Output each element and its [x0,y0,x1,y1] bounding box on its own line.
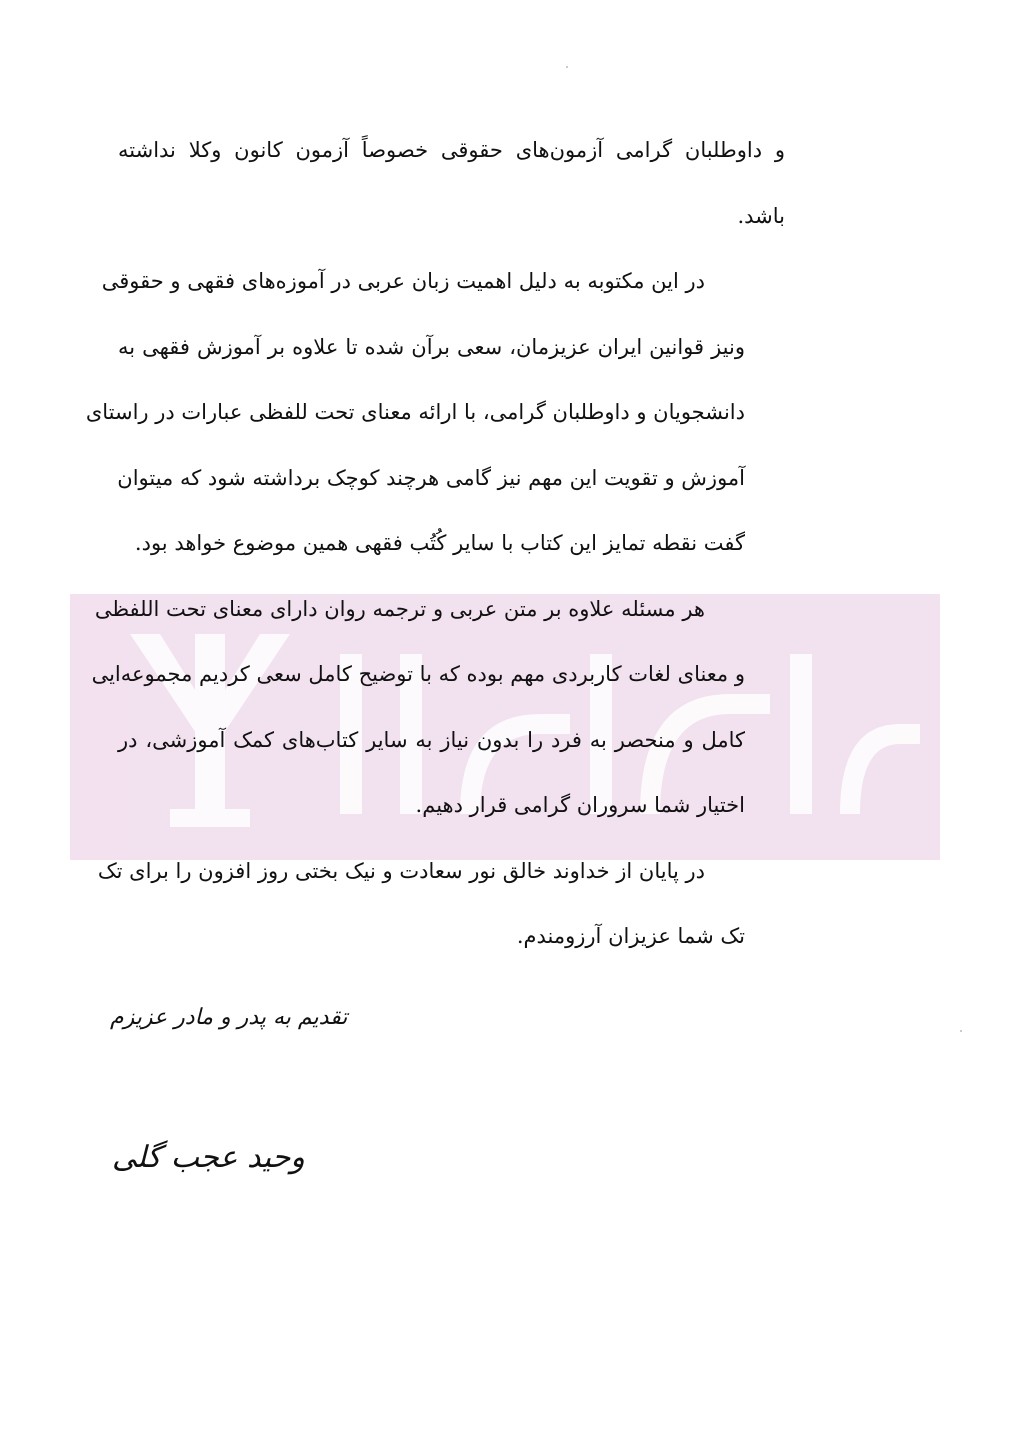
text-line: و داوطلبان گرامی آزمون‌های حقوقی خصوصاً آزمون کانون وکلا نداشته [118,138,785,162]
text-line: گفت نقطه تمایز این کتاب با سایر کُتُب فقهی همین موضوع خواهد بود. [134,531,745,555]
text-line: آموزش و تقویت این مهم نیز گامی هرچند کوچک برداشته شود که میتوان [117,465,745,490]
paragraph [91,577,785,839]
paragraph [97,839,785,970]
text-line: تک شما عزیزان آرزومندم. [516,924,745,948]
body-text [85,118,785,970]
text-line: اختیار شما سروران گرامی قرار دهیم. [415,793,745,817]
speck [566,66,568,68]
dedication-line: تقدیم به پدر و مادر عزیزم [110,1005,348,1030]
paragraph [118,118,785,249]
text-line: و معنای لغات کاربردی مهم بوده که با توضیح کامل سعی کردیم مجموعه‌ایی [91,662,745,686]
speck [960,1030,962,1032]
text-line: در این مکتوبه به دلیل اهمیت زبان عربی در آموزه‌های فقهی و حقوقی [101,269,705,293]
author-signature: وحید عجب گلی [112,1140,305,1175]
text-line: کامل و منحصر به فرد را بدون نیاز به سایر کتاب‌های کمک آموزشی، در [118,727,745,752]
text-line: در پایان از خداوند خالق نور سعادت و نیک بختی روز افزون را برای تک [97,858,705,883]
paragraph [85,249,785,577]
text-line: دانشجویان و داوطلبان گرامی، با ارائه معنای تحت للفظی عبارات در راستای [85,400,745,424]
text-line: ونیز قوانین ایران عزیزمان، سعی برآن شده تا علاوه بر آموزش فقهی به [118,334,745,359]
text-line: باشد. [737,203,785,228]
text-line: هر مسئله علاوه بر متن عربی و ترجمه روان دارای معنای تحت اللفظی [94,596,705,621]
